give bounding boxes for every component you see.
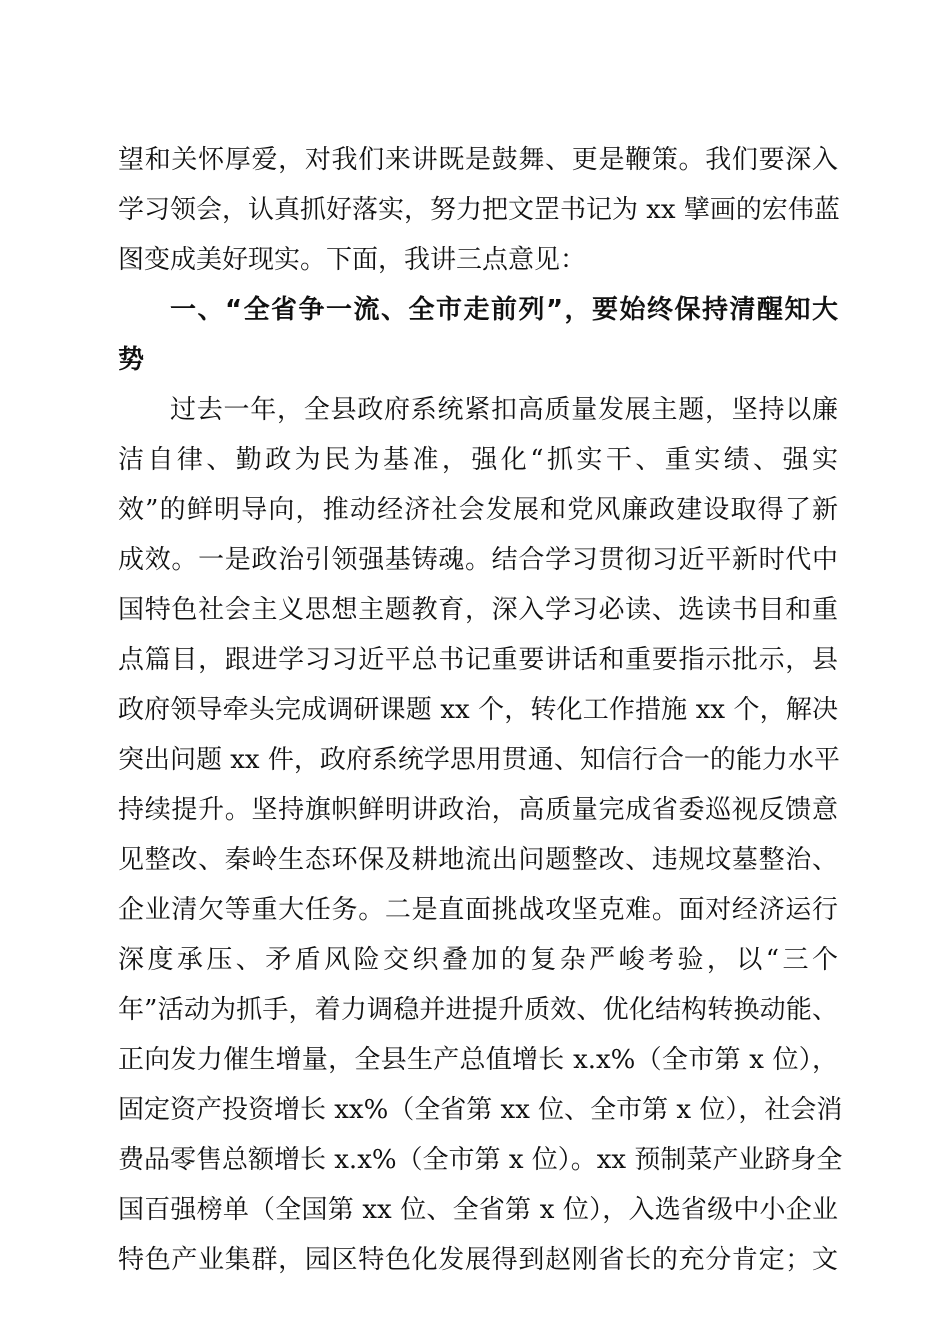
text-line: 特色产业集群，园区特色化发展得到赵刚省长的充分肯定；文 (118, 1245, 838, 1275)
text-line: 学习领会，认真抓好落实，努力把文罡书记为 xx 擘画的宏伟蓝 (118, 195, 840, 225)
text-line: 深度承压、矛盾风险交织叠加的复杂严峻考验，以“三个 (118, 945, 838, 975)
text-line: 正向发力催生增量，全县生产总值增长 x.x%（全市第 x 位）， (118, 1045, 838, 1075)
text-line: 国百强榜单（全国第 xx 位、全省第 x 位），入选省级中小企业 (118, 1195, 838, 1225)
text-line: 政府领导牵头完成调研课题 xx 个，转化工作措施 xx 个，解决 (118, 695, 838, 725)
text-line: 洁自律、勤政为民为基准，强化“抓实干、重实绩、强实 (118, 445, 838, 475)
section-heading: 一、“全省争一流、全市走前列”，要始终保持清醒知大 (170, 295, 838, 325)
text-line: 点篇目，跟进学习习近平总书记重要讲话和重要指示批示，县 (118, 645, 838, 675)
text-line: 图变成美好现实。下面，我讲三点意见： (118, 245, 587, 275)
section-heading: 势 (118, 345, 145, 375)
text-line: 费品零售总额增长 x.x%（全市第 x 位）。xx 预制菜产业跻身全 (118, 1145, 843, 1175)
text-line: 见整改、秦岭生态环保及耕地流出问题整改、违规坟墓整治、 (118, 845, 838, 875)
text-line: 企业清欠等重大任务。二是直面挑战攻坚克难。面对经济运行 (118, 895, 838, 925)
text-line: 效”的鲜明导向，推动经济社会发展和党风廉政建设取得了新 (118, 495, 838, 525)
text-line: 望和关怀厚爱，对我们来讲既是鼓舞、更是鞭策。我们要深入 (118, 145, 838, 175)
text-line: 成效。一是政治引领强基铸魂。结合学习贯彻习近平新时代中 (118, 545, 838, 575)
text-line: 突出问题 xx 件，政府系统学思用贯通、知信行合一的能力水平 (118, 745, 840, 775)
text-line: 年”活动为抓手，着力调稳并进提升质效、优化结构转换动能、 (118, 995, 838, 1025)
text-line: 国特色社会主义思想主题教育，深入学习必读、选读书目和重 (118, 595, 838, 625)
text-line: 固定资产投资增长 xx%（全省第 xx 位、全市第 x 位），社会消 (118, 1095, 843, 1125)
text-line: 持续提升。坚持旗帜鲜明讲政治，高质量完成省委巡视反馈意 (118, 795, 838, 825)
text-line: 过去一年，全县政府系统紧扣高质量发展主题，坚持以廉 (170, 395, 838, 425)
